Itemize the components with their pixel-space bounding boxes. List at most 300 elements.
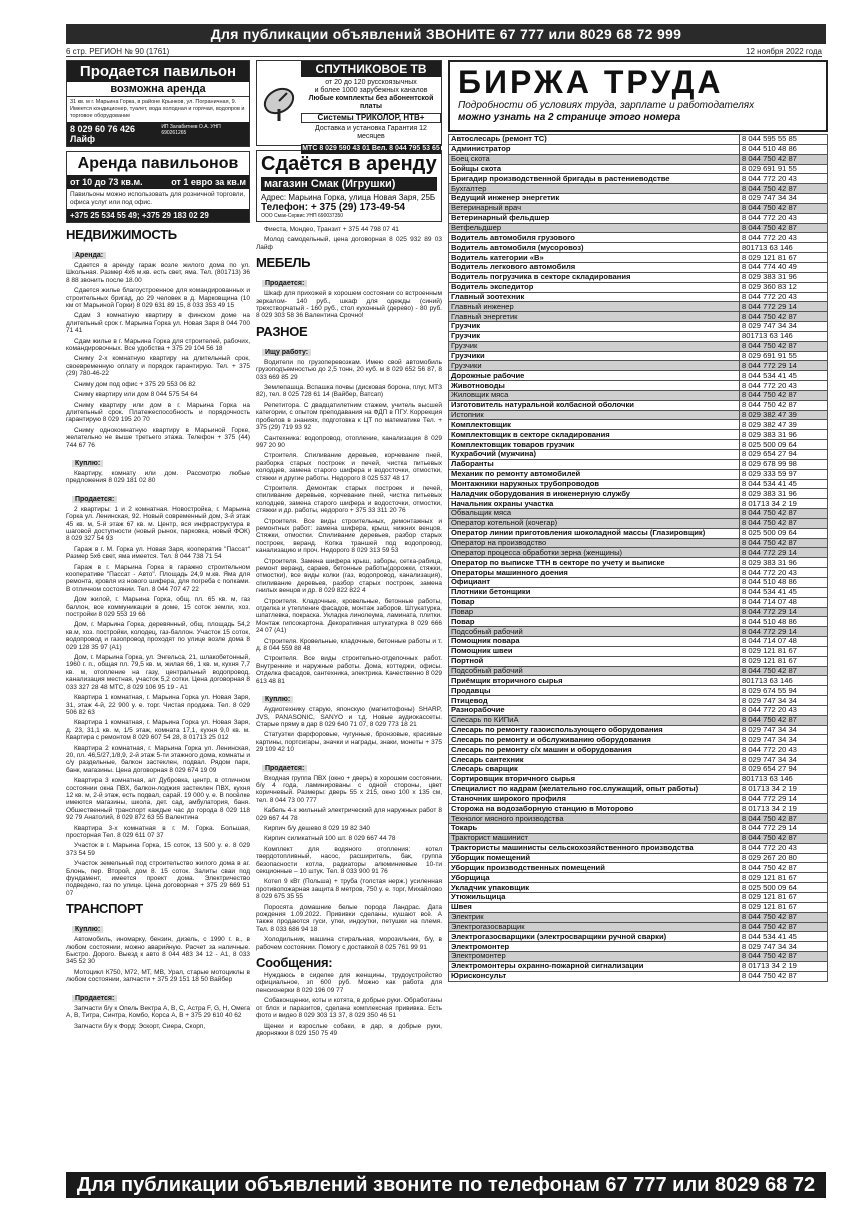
job-phone: 8 029 121 81 67 xyxy=(740,253,828,263)
job-row xyxy=(449,804,828,814)
job-title: Уборщик помещений xyxy=(449,853,740,863)
job-title: Приёмщик вторичного сырья xyxy=(449,676,740,686)
job-title: Главный зоотехник xyxy=(449,292,740,302)
ad-shop-phone: Телефон: + 375 (29) 173-49-54 xyxy=(261,202,406,213)
job-row xyxy=(449,587,828,597)
classified-ad: Квартира 1 комнатная, г. Марьина Горка ул. Новая Заря, 31, этаж 4-й, 22 900 у. е. торг. Чистая продажа. Тел. 8 029 506 82 63 xyxy=(66,694,250,716)
job-title: Юрисконсульт xyxy=(449,971,740,981)
jobs-table-body xyxy=(449,135,828,982)
job-row xyxy=(449,705,828,715)
job-title: Бойщы скота xyxy=(449,164,740,174)
job-row xyxy=(449,961,828,971)
job-row xyxy=(449,144,828,154)
job-row xyxy=(449,952,828,962)
job-title: Повар xyxy=(449,617,740,627)
job-title: Трактористы машинисты сельскохозяйственного производства xyxy=(449,843,740,853)
job-row xyxy=(449,213,828,223)
classified-ad: Гараж в г. М. Горка ул. Новая Заря, кооператив "Пассат" Размер 5х6 свет, яма имеется. Тел. 8 044 738 71 54 xyxy=(66,545,250,561)
job-phone: 8 044 750 42 87 xyxy=(740,666,828,676)
job-title: Плотники бетонщики xyxy=(449,587,740,597)
job-row xyxy=(449,646,828,656)
classified-ad: Фиеста, Мондео, Транзит + 375 44 798 07 41 xyxy=(264,226,399,233)
job-title: Сторожа на водозаборную станцию в Моторово xyxy=(449,804,740,814)
job-title: Механик по ремонту автомобилей xyxy=(449,469,740,479)
job-title: Грузчик xyxy=(449,341,740,351)
job-row xyxy=(449,892,828,902)
job-row xyxy=(449,469,828,479)
classified-ad: Сниму 2-х комнатную квартиру на длительный срок, своевременную оплату и порядок гарантирую. Тел. + 375 (29) 780-46-22 xyxy=(66,355,250,378)
job-row xyxy=(449,292,828,302)
job-row xyxy=(449,272,828,282)
job-row xyxy=(449,745,828,755)
job-title: Подсобный рабочий xyxy=(449,627,740,637)
job-title: Укладчик упаковщик xyxy=(449,883,740,893)
job-phone: 8 029 121 81 67 xyxy=(740,892,828,902)
job-phone: 8 029 678 99 98 xyxy=(740,459,828,469)
job-title: Электрогазосварщики (электросварщики ручной сварки) xyxy=(449,932,740,942)
job-phone: 8 029 691 91 55 xyxy=(740,164,828,174)
job-row xyxy=(449,174,828,184)
section-realty: НЕДВИЖИМОСТЬ xyxy=(66,227,177,242)
birzha-header xyxy=(448,60,828,132)
job-row xyxy=(449,243,828,253)
job-row xyxy=(449,627,828,637)
job-title: Птицевод xyxy=(449,696,740,706)
classified-ad: Участок в г. Марьина Горка, 15 соток, 13 500 у. е. 8 029 373 54 59 xyxy=(66,842,250,857)
ad-rent-pavilions xyxy=(66,151,250,223)
job-row xyxy=(449,637,828,647)
job-phone: 8 044 714 07 48 xyxy=(740,597,828,607)
classified-ad: Участок земельный под строительство жилого дома в аг. Блонь, пер. Второй, дом 8. 15 соток. Залиты сваи под фундамент, имеется проект дома. Электричество подведено, газ по улице. Цена договорная + 375 29 669 51 07 xyxy=(66,860,250,897)
list-realty-buy xyxy=(66,470,250,485)
job-row xyxy=(449,518,828,528)
job-row xyxy=(449,607,828,617)
classified-ad: Входная группа ПВХ (окно + дверь) в хорошем состоянии, б/у 4 года, ламинированы с одной стороны, цвет коричневый. Размеры: дверь 55 х 215, окно 100 х 135 см, тел. 8 044 73 00 777 xyxy=(256,774,442,804)
job-row xyxy=(449,676,828,686)
job-phone: 8 044 750 42 87 xyxy=(740,400,828,410)
job-phone: 8 044 772 29 14 xyxy=(740,607,828,617)
job-phone: 8 029 747 34 34 xyxy=(740,735,828,745)
job-title: Портной xyxy=(449,656,740,666)
ad-pavilion xyxy=(66,60,250,147)
job-row xyxy=(449,715,828,725)
ad-pavilion-note: ИП Залабитнев О.А. УНП 690261265 xyxy=(161,124,221,136)
job-phone: 8 044 772 20 43 xyxy=(740,213,828,223)
job-row xyxy=(449,459,828,469)
job-title: Оператор линии приготовления шоколадной массы (Глазировщик) xyxy=(449,528,740,538)
job-row xyxy=(449,262,828,272)
job-row xyxy=(449,528,828,538)
job-row xyxy=(449,863,828,873)
job-row xyxy=(449,450,828,460)
job-phone: 8 044 750 42 87 xyxy=(740,715,828,725)
jobs-table xyxy=(448,134,828,982)
job-title: Жиловщик мяса xyxy=(449,390,740,400)
job-phone: 8 044 750 42 87 xyxy=(740,154,828,164)
sat-l3: Любые комплекты без абонентской платы xyxy=(308,95,434,110)
job-title: Наладчик оборудования в инженерную службу xyxy=(449,489,740,499)
job-row xyxy=(449,371,828,381)
job-title: Сортировщик вторичного сырья xyxy=(449,774,740,784)
sat-phone: МТС 8 029 590 43 01 Вел. 8 044 795 53 65 xyxy=(302,145,440,152)
job-row xyxy=(449,794,828,804)
classified-ad: Сдается в аренду гараж возле жилого дома по ул. Школьная. Размер 4х6 м.кв. есть свет, яма. Тел. (801713) 36 8 88 звонить после 18.00 xyxy=(66,262,250,284)
job-row xyxy=(449,400,828,410)
list-misc-buy xyxy=(256,706,442,753)
job-row xyxy=(449,577,828,587)
job-phone: 801713 63 146 xyxy=(740,243,828,253)
job-phone: 8 029 747 34 34 xyxy=(740,696,828,706)
job-phone: 8 044 772 20 43 xyxy=(740,745,828,755)
job-phone: 8 044 750 42 87 xyxy=(740,952,828,962)
job-phone: 8 029 382 47 39 xyxy=(740,410,828,420)
job-title: Оператор на производство xyxy=(449,538,740,548)
job-row xyxy=(449,420,828,430)
job-title: Ветеринарный врач xyxy=(449,203,740,213)
classified-ad: Щенки и взрослые собаки, в дар, в добрые руки, дворняжки 8 029 150 75 49 xyxy=(256,1022,442,1037)
job-phone: 8 029 383 31 96 xyxy=(740,558,828,568)
job-title: Ведущий инженер энергетик xyxy=(449,194,740,204)
classified-ad: Дом жилой, г. Марьина Горка, общ. пл. 65 кв. м, газ баллон, все коммуникации в доме, 15 соток земли, хоз. постройки 8 029 553 19 66 xyxy=(66,596,250,619)
job-title: Утюжильщица xyxy=(449,892,740,902)
ad-rent-price-left: от 10 до 73 кв.м. xyxy=(70,177,143,187)
list-transport-buy xyxy=(66,936,250,983)
job-row xyxy=(449,351,828,361)
top-banner: Для публикации объявлений ЗВОНИТЕ 67 777 или 8029 68 72 999 xyxy=(66,24,826,44)
job-title: Помощник повара xyxy=(449,637,740,647)
job-title: Уборщик производственных помещений xyxy=(449,863,740,873)
job-phone: 8 044 772 20 43 xyxy=(740,568,828,578)
job-phone: 8 044 772 29 14 xyxy=(740,794,828,804)
job-phone: 8 044 750 42 87 xyxy=(740,203,828,213)
job-title: Главный инженер xyxy=(449,302,740,312)
job-phone: 8 044 750 42 87 xyxy=(740,312,828,322)
job-title: Водитель экспедитор xyxy=(449,282,740,292)
sub-transport-sell: Продается: xyxy=(72,995,117,1002)
job-phone: 8 044 772 29 14 xyxy=(740,302,828,312)
job-row xyxy=(449,489,828,499)
job-title: Комплектовщик в секторе складирования xyxy=(449,430,740,440)
job-row xyxy=(449,479,828,489)
job-title: Водитель автомобиля грузового xyxy=(449,233,740,243)
ad-rent-prices xyxy=(67,175,249,189)
classified-ad: Сниму квартиру или дом в г. Марьина Горка на длительный срок. Платежеспособность и порядочность гарантирую 8 029 195 20 70 xyxy=(66,401,250,424)
job-title: Уборщица xyxy=(449,873,740,883)
job-phone: 8 044 750 42 87 xyxy=(740,922,828,932)
job-title: Истопник xyxy=(449,410,740,420)
job-phone: 8 044 772 29 14 xyxy=(740,548,828,558)
job-phone: 8 029 747 34 34 xyxy=(740,942,828,952)
classified-ad: Сдам жилье в г. Марьина Горка для строителей, рабочих, командировочных. Все удобства + 375 29 104 56 18 xyxy=(66,337,250,353)
job-phone: 8 029 267 20 80 xyxy=(740,853,828,863)
job-phone: 8 044 510 48 86 xyxy=(740,144,828,154)
job-row xyxy=(449,322,828,332)
job-phone: 8 044 750 42 87 xyxy=(740,833,828,843)
job-title: Операторы машинного доения xyxy=(449,568,740,578)
classified-ad: Строителя. Замена шифера крыш, заборы, сетка-рабица, ремонт веранд, сараев, бетонные работы(дорожки, стяжки, отмостки), все виды колки (газ, водопровод, канализация), спиливание деревьев, разбор старых построек, замена гнилых венцов и др. 8 029 822 822 4 xyxy=(256,557,442,595)
job-row xyxy=(449,765,828,775)
job-title: Швея xyxy=(449,902,740,912)
job-title: Обвальщик мяса xyxy=(449,509,740,519)
list-realty-rent xyxy=(66,262,250,449)
job-row xyxy=(449,666,828,676)
job-title: Боец скота xyxy=(449,154,740,164)
classified-ad: Поросята домашние белые порода Ландрас. Дата рождения 1.09.2022. Прививки сделаны, кушают всё. А также продаются гуси, утки, индоутки, петушки на племя. Тел. 8 033 686 94 18 xyxy=(256,903,442,933)
header-rule xyxy=(66,56,822,57)
classified-ad: Сдается жилье благоустроенное для командированных и строительных бригад, до 29 человек в д. Марковщина (10 км от Марьиной Горки) 8 029 631 89 15, 8 033 353 49 15 xyxy=(66,287,250,310)
job-phone: 8 044 714 07 48 xyxy=(740,637,828,647)
job-row xyxy=(449,282,828,292)
job-row xyxy=(449,499,828,509)
job-phone: 8 044 750 42 87 xyxy=(740,341,828,351)
classified-ad: Шкаф для прихожей в хорошем состоянии со встроенным зеркалом- 140 руб., шкаф для одежды (синий) трехстворчатый - 160 руб., стол кухонный (дерево) - 80 руб. 8 029 303 58 36 Валентина Срочно! xyxy=(256,290,442,320)
job-phone: 8 044 772 20 43 xyxy=(740,381,828,391)
job-title: Токарь xyxy=(449,824,740,834)
job-title: Бухгалтер xyxy=(449,184,740,194)
classified-ad: Дом, г. Марьина Горка, деревянный, общ. площадь 54,2 кв.м, хоз. постройки, колодец, газ-баллон. Участок 15 соток, водопровод и газопровод проходят по улице возле дома 8 029 128 35 97 (А1) xyxy=(66,621,250,651)
job-row xyxy=(449,302,828,312)
classified-ad: Квартира 3 комнатная, а/г Дубровка, центр, в отличном состоянии окна ПВХ, балкон-лоджия застеклен ПВХ, кухня 12 кв. м, 2-й этаж, есть подвал, сарай. 19 000 у. е. В посёлке имеются магазины, школа, дет. сад, амбулатория, баня. Обшественный транспорт каждые час до города 8 029 118 92 79 Анатолий, 8 029 872 63 55 Валентина xyxy=(66,777,250,822)
job-row xyxy=(449,971,828,981)
job-phone: 8 029 747 34 34 xyxy=(740,755,828,765)
job-title: Электрогазосварщик xyxy=(449,922,740,932)
job-title: Водитель автомобиля (мусоровоз) xyxy=(449,243,740,253)
job-row xyxy=(449,194,828,204)
job-phone: 8 044 772 20 43 xyxy=(740,705,828,715)
job-row xyxy=(449,164,828,174)
job-row xyxy=(449,440,828,450)
job-row xyxy=(449,656,828,666)
job-row xyxy=(449,725,828,735)
job-title: Слесарь по ремонту с/х машин и оборудования xyxy=(449,745,740,755)
job-row xyxy=(449,390,828,400)
job-title: Специалист по кадрам (желательно гос.служащий, опыт работы) xyxy=(449,784,740,794)
job-title: Главный энергетик xyxy=(449,312,740,322)
job-row xyxy=(449,853,828,863)
ad-pavilion-phone: 8 029 60 76 426 Лайф xyxy=(70,124,136,144)
ad-shop-note: ООО Смак-Сервис УНП 690037350 xyxy=(261,213,344,219)
job-row xyxy=(449,430,828,440)
classified-ad: Кирпич б/у дешево 8 029 19 82 340 xyxy=(264,824,370,832)
job-row xyxy=(449,548,828,558)
job-row xyxy=(449,184,828,194)
job-title: Слесарь по ремонту газоиспользующего оборудования xyxy=(449,725,740,735)
classified-ad: Котел 9 кВт (Польша) + труба (толстая нерж.) усиленная противопожарная защита 8 метров, 750 у. е. торг, Михайлово 8 029 675 35 55 xyxy=(256,878,442,901)
list-realty-sell xyxy=(66,506,250,898)
classified-ad: Автомобиль, иномарку, бензин, дизель, с 1990 г. в., в любом состоянии, можно аварийную. Расчет за наличные. Быстро. Дорого. Выезд к авто 8 044 483 34 12 - А1, 8 033 345 52 30 xyxy=(66,936,250,966)
job-phone: 8 025 500 09 64 xyxy=(740,883,828,893)
job-title: Комплектовщик xyxy=(449,420,740,430)
job-title: Ветфельдшер xyxy=(449,223,740,233)
sat-l5: Доставка и установка Гарантия 12 месяцев xyxy=(315,125,427,140)
job-title: Грузчики xyxy=(449,361,740,371)
job-phone: 8 044 534 41 45 xyxy=(740,587,828,597)
list-messages xyxy=(256,972,442,1037)
page-issue: 6 стр. РЕГИОН № 90 (1761) xyxy=(66,47,170,56)
job-phone: 8 044 772 20 43 xyxy=(740,174,828,184)
section-transport: ТРАНСПОРТ xyxy=(66,901,143,917)
job-title: Оператор процесса обработки зерна (женщины) xyxy=(449,548,740,558)
job-title: Администратор xyxy=(449,144,740,154)
classified-ad: Комплект для водяного отопления: котел твердотопливный, насос, расширитель, бак, группа безопасности котла, радиаторы алюминиевые 10-ти секционные – 10 штук. Тел. 8 033 900 91 76 xyxy=(256,845,442,875)
job-phone: 801713 63 146 xyxy=(740,774,828,784)
classified-ad: Сниму квартиру или дом 8 044 575 54 64 xyxy=(74,391,198,399)
job-phone: 8 01713 34 2 19 xyxy=(740,961,828,971)
job-row xyxy=(449,538,828,548)
job-title: Монтажники наружных трубопроводов xyxy=(449,479,740,489)
classified-ad: Квартира 1 комнатная, г. Марьина Горка ул. Новая Заря, д. 23, 31,1 кв. м, 1/5 этаж, комната 17,1, кухня 9,0 кв. м. Квартира с ремонтом 8 029 607 54 28, 8 01713 25 012 xyxy=(66,719,250,742)
ad-pavilion-title: Продается павильон xyxy=(67,61,249,82)
column-jobs xyxy=(448,60,828,982)
ad-shop-subtitle: магазин Смак (Игрушки) xyxy=(261,177,437,191)
job-title: Дорожные рабочие xyxy=(449,371,740,381)
ad-rent-price-right: от 1 евро за кв.м xyxy=(171,177,246,187)
bottom-banner: Для публикации объявлений звоните по телефонам 67 777 или 8029 68 72 999 xyxy=(66,1172,826,1198)
job-row xyxy=(449,774,828,784)
job-title: Грузчики xyxy=(449,351,740,361)
job-title: Бригадир производственной бригады в растениеводстве xyxy=(449,174,740,184)
classified-ad: Строителя. Демонтаж старых построек и печей, спиливание деревьев, корчевание пней, чистка питьевых колодцев, замена старого шифера и водосточки, отмостки, стяжки и др. работы, недорого + 375 33 311 20 76 xyxy=(256,484,442,515)
list-transport-sell xyxy=(66,1005,250,1030)
job-title: Электромонтеры охранно-пожарной сигнализации xyxy=(449,961,740,971)
classified-ad: Кирпич силикатный 100 шт. 8 029 667 44 78 xyxy=(264,835,396,843)
job-title: Повар xyxy=(449,607,740,617)
job-row xyxy=(449,873,828,883)
classified-ad: Мотоцикл К750, М72, МТ, МВ, Урал, старые мотоциклы в любом состоянии, запчасти + 375 29 151 18 50 Вайбер xyxy=(66,968,250,984)
ad-satellite xyxy=(256,60,442,152)
birzha-note-1: Подробности об условиях труда, зарплате и работодателях xyxy=(458,100,755,111)
job-title: Официант xyxy=(449,577,740,587)
ad-shop xyxy=(256,150,442,222)
classified-ad: Сдам 3 комнатную квартиру в финском доме на длительный срок г. Марьина Горка ул. Новая Заря 8 044 700 71 41 xyxy=(66,312,250,335)
classified-ad: Репетитора. С двадцатилетним стажем, учитель высшей категории, с опытом преподавания на ФДП в ПГУ. Коррекция пробелов в знаниях, подготовка к ЦТ по математике Тел. + 375 (29) 719 93 92 xyxy=(256,401,442,432)
sub-need-work: Ищу работу: xyxy=(262,349,311,356)
job-phone: 8 044 750 42 87 xyxy=(740,538,828,548)
job-title: Оператор котельной (кочегар) xyxy=(449,518,740,528)
job-phone: 8 044 750 42 87 xyxy=(740,518,828,528)
sub-sell-misc: Продается: xyxy=(262,765,307,772)
job-row xyxy=(449,203,828,213)
job-phone: 8 044 772 29 14 xyxy=(740,824,828,834)
job-title: Слесарь сварщик xyxy=(449,765,740,775)
job-row xyxy=(449,568,828,578)
job-row xyxy=(449,312,828,322)
job-row xyxy=(449,331,828,341)
sub-transport-buy: Куплю: xyxy=(72,926,103,933)
job-row xyxy=(449,814,828,824)
list-misc-sell xyxy=(256,775,442,952)
list-col2-top xyxy=(256,226,442,251)
ad-rent-phones-text: +375 25 534 55 49; +375 29 183 02 29 xyxy=(70,211,209,220)
section-messages: Сообщения: xyxy=(256,955,333,971)
sub-buy-misc: Куплю: xyxy=(262,696,293,703)
section-misc: РАЗНОЕ xyxy=(256,323,308,339)
classified-ad: Запчасти б/у к Форд: Эскорт, Сиера, Скорп, xyxy=(74,1022,206,1030)
job-phone: 8 029 383 31 96 xyxy=(740,430,828,440)
job-phone: 8 029 383 31 96 xyxy=(740,272,828,282)
classified-ad: Нуждаюсь в сиделке для женщины, трудоустройство официальное, зп 600 руб. Можно как работа для пенсионерки 8 029 196 09 77 xyxy=(256,972,442,994)
ad-rent-text: Павильоны можно использовать для розничной торговли, офиса услуг или под офис. xyxy=(70,191,246,206)
classified-ad: Водители по грузоперевозкам. Имею свой автомобиль грузоподъемностью до 2,5 тонн, 20 куб. м 8 029 652 56 87, 8 033 669 85 29 xyxy=(256,358,442,381)
classified-ad: Квартира 3-х комнатная в г. М. Горка. Большая, просторная Тел. 8 029 611 07 37 xyxy=(66,824,250,839)
job-phone: 8 044 750 42 87 xyxy=(740,390,828,400)
job-title: Грузчик xyxy=(449,331,740,341)
sub-rent: Аренда: xyxy=(72,252,106,259)
job-row xyxy=(449,381,828,391)
classified-ad: Землепашца. Вспашка почвы (дисковая борона, плуг, МТЗ 82), тел. 8 025 728 61 14 (Вайбер, Ватсап) xyxy=(256,384,442,399)
sat-l1: от 20 до 120 русскоязычных xyxy=(325,79,417,86)
job-row xyxy=(449,617,828,627)
column-2 xyxy=(256,60,442,1040)
job-phone: 8 044 750 42 87 xyxy=(740,971,828,981)
job-phone: 8 044 750 42 87 xyxy=(740,223,828,233)
classified-ad: 2 квартиры: 1 и 2 комнатная. Новостройка, г. Марьина Горка ул. Ленинская, 92. Новый современный дом, 3-й этаж 45 кв. м, 5-й этаж 67 кв. м. Центр, вся инфраструктура в шаговой доступности (новый рынок, парковка, новый ФОК) 8 029 327 54 93 xyxy=(66,505,250,543)
job-title: Комплектовщик товаров грузчик xyxy=(449,440,740,450)
job-row xyxy=(449,843,828,853)
job-phone: 8 044 772 29 14 xyxy=(740,627,828,637)
job-title: Помощник швеи xyxy=(449,646,740,656)
job-phone: 8 044 750 42 87 xyxy=(740,509,828,519)
job-row xyxy=(449,135,828,145)
ad-shop-title: Сдаётся в аренду xyxy=(261,153,437,175)
ad-shop-address: Адрес: Марьина Горка, улица Новая Заря, 25Б xyxy=(261,193,436,202)
ad-rent-phones xyxy=(67,209,249,222)
job-title: Водитель категории «В» xyxy=(449,253,740,263)
job-title: Повар xyxy=(449,597,740,607)
job-phone: 8 044 534 41 45 xyxy=(740,479,828,489)
job-row xyxy=(449,361,828,371)
classified-ad: Сниму однокомнатную квартиру в Марьиной Горке, желательно не выше третьего этажа. Телефон + 375 (44) 744 67 76 xyxy=(66,426,250,449)
job-phone: 801713 63 146 xyxy=(740,676,828,686)
job-title: Продавцы xyxy=(449,686,740,696)
job-row xyxy=(449,223,828,233)
sub-sell: Продается: xyxy=(72,496,117,503)
job-phone: 8 044 750 42 87 xyxy=(740,912,828,922)
job-phone: 8 029 383 31 96 xyxy=(740,489,828,499)
job-phone: 8 044 534 41 45 xyxy=(740,932,828,942)
list-work xyxy=(256,359,442,685)
job-title: Грузчик xyxy=(449,322,740,332)
job-row xyxy=(449,824,828,834)
job-phone: 8 029 654 27 94 xyxy=(740,765,828,775)
sat-brand: СПУТНИКОВОЕ ТВ xyxy=(301,61,441,77)
job-row xyxy=(449,932,828,942)
job-row xyxy=(449,558,828,568)
job-phone: 8 025 500 09 64 xyxy=(740,440,828,450)
classified-ad: Сниму дом под офис + 375 29 553 06 82 xyxy=(74,380,196,388)
job-row xyxy=(449,912,828,922)
job-title: Оператор по выписке ТТН в секторе по учету и выписке xyxy=(449,558,740,568)
job-row xyxy=(449,784,828,794)
job-phone: 8 044 772 20 43 xyxy=(740,233,828,243)
job-phone: 8 029 674 55 94 xyxy=(740,686,828,696)
job-title: Слесарь сантехник xyxy=(449,755,740,765)
job-phone: 8 044 772 29 14 xyxy=(740,361,828,371)
classified-ad: Статуэтки фарфоровые, чугунные, бронзовые, красивые картины, портсигары, значки и награды, знаки, монеты + 375 29 109 42 10 xyxy=(256,731,442,754)
page-date: 12 ноября 2022 года xyxy=(746,47,822,56)
job-phone: 8 025 500 09 64 xyxy=(740,528,828,538)
job-title: Ветеринарный фельдшер xyxy=(449,213,740,223)
job-row xyxy=(449,686,828,696)
job-phone: 8 01713 34 2 19 xyxy=(740,804,828,814)
job-phone: 8 029 121 81 67 xyxy=(740,646,828,656)
birzha-title: БИРЖА ТРУДА xyxy=(458,64,724,100)
job-row xyxy=(449,253,828,263)
classified-ad: Дом, г. Марьина Горка, ул. Энгельса, 21, шлакобетонный, 1960 г. п., общая пл. 79,5 кв. м, жилая 66, 1 кв. м, кухня 7,7 кв. м, отопление на газу, центральный водопровод, канализация местная, участок 5,2 сотки. Цена договорная 8 033 327 28 48 МТС, 8 029 106 95 19 - А1 xyxy=(66,654,250,691)
job-row xyxy=(449,755,828,765)
job-row xyxy=(449,154,828,164)
job-title: Водитель погрузчика в секторе складирования xyxy=(449,272,740,282)
